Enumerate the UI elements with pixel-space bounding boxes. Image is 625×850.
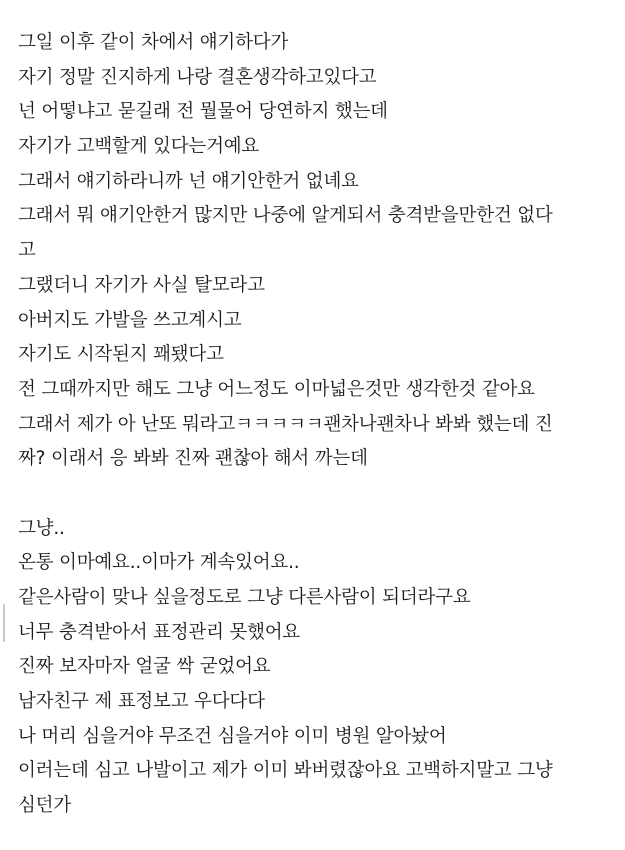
post-text-line: 같은사람이 맞나 싶을정도로 그냥 다른사람이 되더라구요 bbox=[18, 587, 471, 608]
post-text-line: 너무 충격받아서 표정관리 못했어요 bbox=[18, 621, 301, 643]
post-text-line: 그일 이후 같이 차에서 얘기하다가 bbox=[18, 32, 289, 53]
post-text-line: 넌 어떻냐고 묻길래 전 뭘물어 당연하지 했는데 bbox=[18, 101, 388, 123]
post-text-line: 온통 이마예요..이마가 계속있어요.. bbox=[18, 552, 300, 574]
post-text-line: 전 그때까지만 해도 그냥 어느정도 이마넓은것만 생각한것 같아요 bbox=[18, 378, 535, 400]
post-text-line: 그래서 제가 아 난또 뭐라고ㅋㅋㅋㅋㅋ괜차나괜차나 봐봐 했는데 진 bbox=[18, 413, 553, 435]
scroll-edge-mark bbox=[3, 604, 5, 642]
post-text-line: 자기가 고백할게 있다는거예요 bbox=[18, 136, 260, 158]
post-text-line: 그냥.. bbox=[18, 517, 65, 539]
post-text-line: 심던가 bbox=[18, 795, 72, 817]
post-text-line: 아버지도 가발을 쓰고계시고 bbox=[18, 309, 242, 331]
post-text-line: 그래서 얘기하라니까 넌 얘기안한거 없녜요 bbox=[18, 170, 359, 192]
post-text-line: 짜? 이래서 응 봐봐 진짜 괜찮아 해서 까는데 bbox=[18, 448, 368, 470]
post-text-line: 이러는데 심고 나발이고 제가 이미 봐버렸잖아요 고백하지말고 그냥 bbox=[18, 760, 553, 782]
post-text-line: 나 머리 심을거야 무조건 심을거야 이미 병원 알아놨어 bbox=[18, 725, 447, 747]
post-text-line: 진짜 보자마자 얼굴 싹 굳었어요 bbox=[18, 656, 271, 678]
post-text-line: 남자친구 제 표정보고 우다다다 bbox=[18, 691, 265, 713]
post-text-line: 그래서 뭐 얘기안한거 많지만 나중에 알게되서 충격받을만한건 없다 bbox=[18, 205, 553, 227]
post-text-line: 그랬더니 자기가 사실 탈모라고 bbox=[18, 274, 265, 296]
post-text-line: 자기 정말 진지하게 나랑 결혼생각하고있다고 bbox=[18, 66, 377, 88]
blank-line bbox=[18, 477, 588, 512]
post-body bbox=[18, 26, 588, 824]
post-text-line: 자기도 시작된지 꽤됐다고 bbox=[18, 344, 224, 366]
post-text-line: 고 bbox=[18, 240, 36, 262]
